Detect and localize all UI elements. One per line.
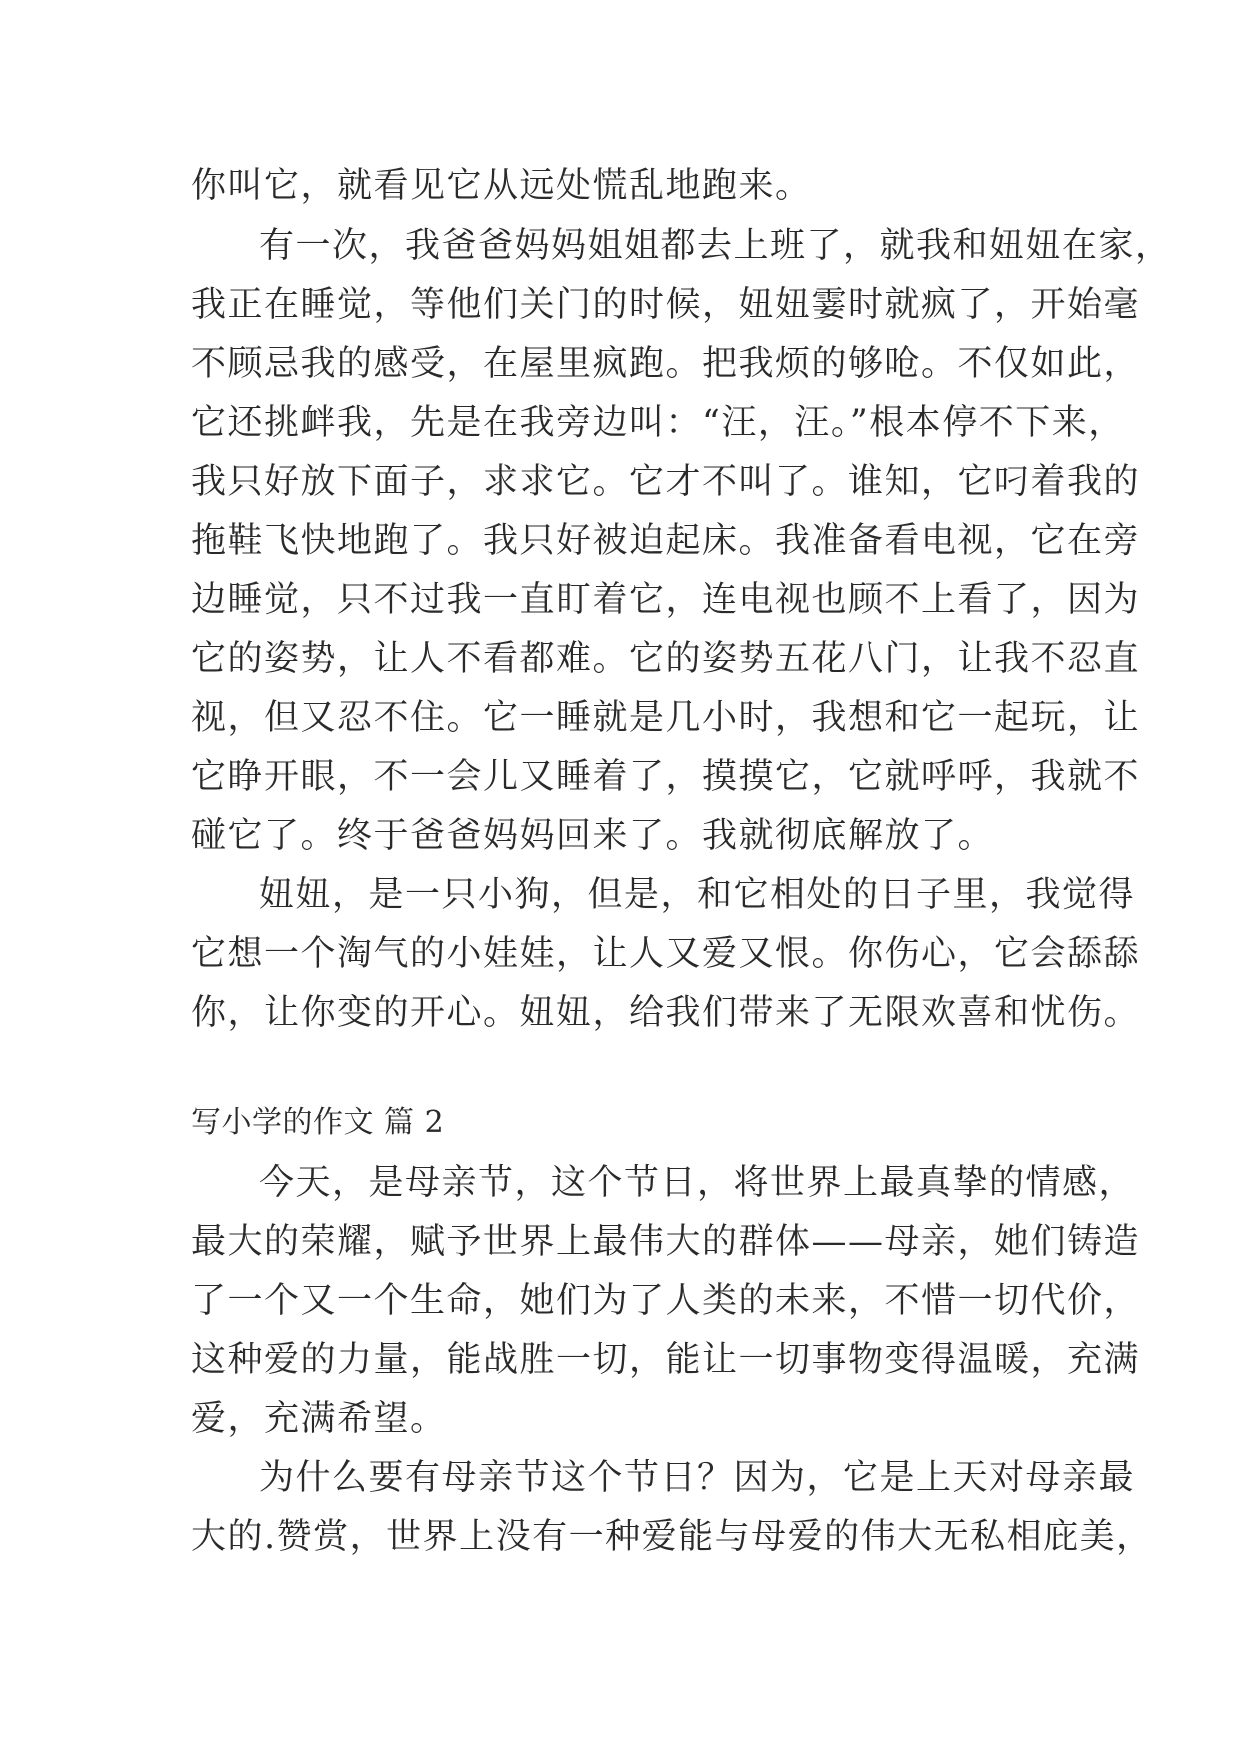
text-line: 我正在睡觉，等他们关门的时候，妞妞霎时就疯了，开始毫 <box>191 285 1141 325</box>
text-line: 了一个又一个生命，她们为了人类的未来，不惜一切代价， <box>191 1281 1141 1321</box>
text-line: 最大的荣耀，赋予世界上最伟大的群体——母亲，她们铸造 <box>191 1222 1141 1262</box>
text-line: 边睡觉，只不过我一直盯着它，连电视也顾不上看了，因为 <box>191 580 1141 620</box>
paragraph-first-line: 为什么要有母亲节这个节日？因为，它是上天对母亲最 <box>259 1458 1136 1498</box>
text-line: 你叫它，就看见它从远处慌乱地跑来。 <box>191 166 812 206</box>
section-heading: 写小学的作文 篇 2 <box>191 1105 445 1140</box>
text-line: 碰它了。终于爸爸妈妈回来了。我就彻底解放了。 <box>191 816 995 856</box>
text-line: 我只好放下面子，求求它。它才不叫了。谁知，它叼着我的 <box>191 462 1141 502</box>
text-line: 拖鞋飞快地跑了。我只好被迫起床。我准备看电视，它在旁 <box>191 521 1141 561</box>
paragraph-first-line: 今天，是母亲节，这个节日，将世界上最真挚的情感， <box>259 1163 1136 1203</box>
text-line: 它想一个淘气的小娃娃，让人又爱又恨。你伤心，它会舔舔 <box>191 934 1141 974</box>
text-line: 它的姿势，让人不看都难。它的姿势五花八门，让我不忍直 <box>191 639 1141 679</box>
text-line: 视，但又忍不住。它一睡就是几小时，我想和它一起玩，让 <box>191 698 1141 738</box>
text-line: 你，让你变的开心。妞妞，给我们带来了无限欢喜和忧伤。 <box>191 993 1141 1033</box>
text-line: 大的.赞赏，世界上没有一种爱能与母爱的伟大无私相庇美， <box>191 1517 1153 1557</box>
paragraph-first-line: 有一次，我爸爸妈妈姐姐都去上班了，就我和妞妞在家， <box>259 226 1172 266</box>
text-line: 不顾忌我的感受，在屋里疯跑。把我烦的够呛。不仅如此， <box>191 344 1141 384</box>
text-line: 它睁开眼，不一会儿又睡着了，摸摸它，它就呼呼，我就不 <box>191 757 1141 797</box>
text-line: 这种爱的力量，能战胜一切，能让一切事物变得温暖，充满 <box>191 1340 1141 1380</box>
text-line: 爱，充满希望。 <box>191 1399 447 1439</box>
text-line: 它还挑衅我，先是在我旁边叫：“汪，汪。”根本停不下来， <box>191 403 1125 443</box>
paragraph-first-line: 妞妞，是一只小狗，但是，和它相处的日子里，我觉得 <box>259 875 1136 915</box>
